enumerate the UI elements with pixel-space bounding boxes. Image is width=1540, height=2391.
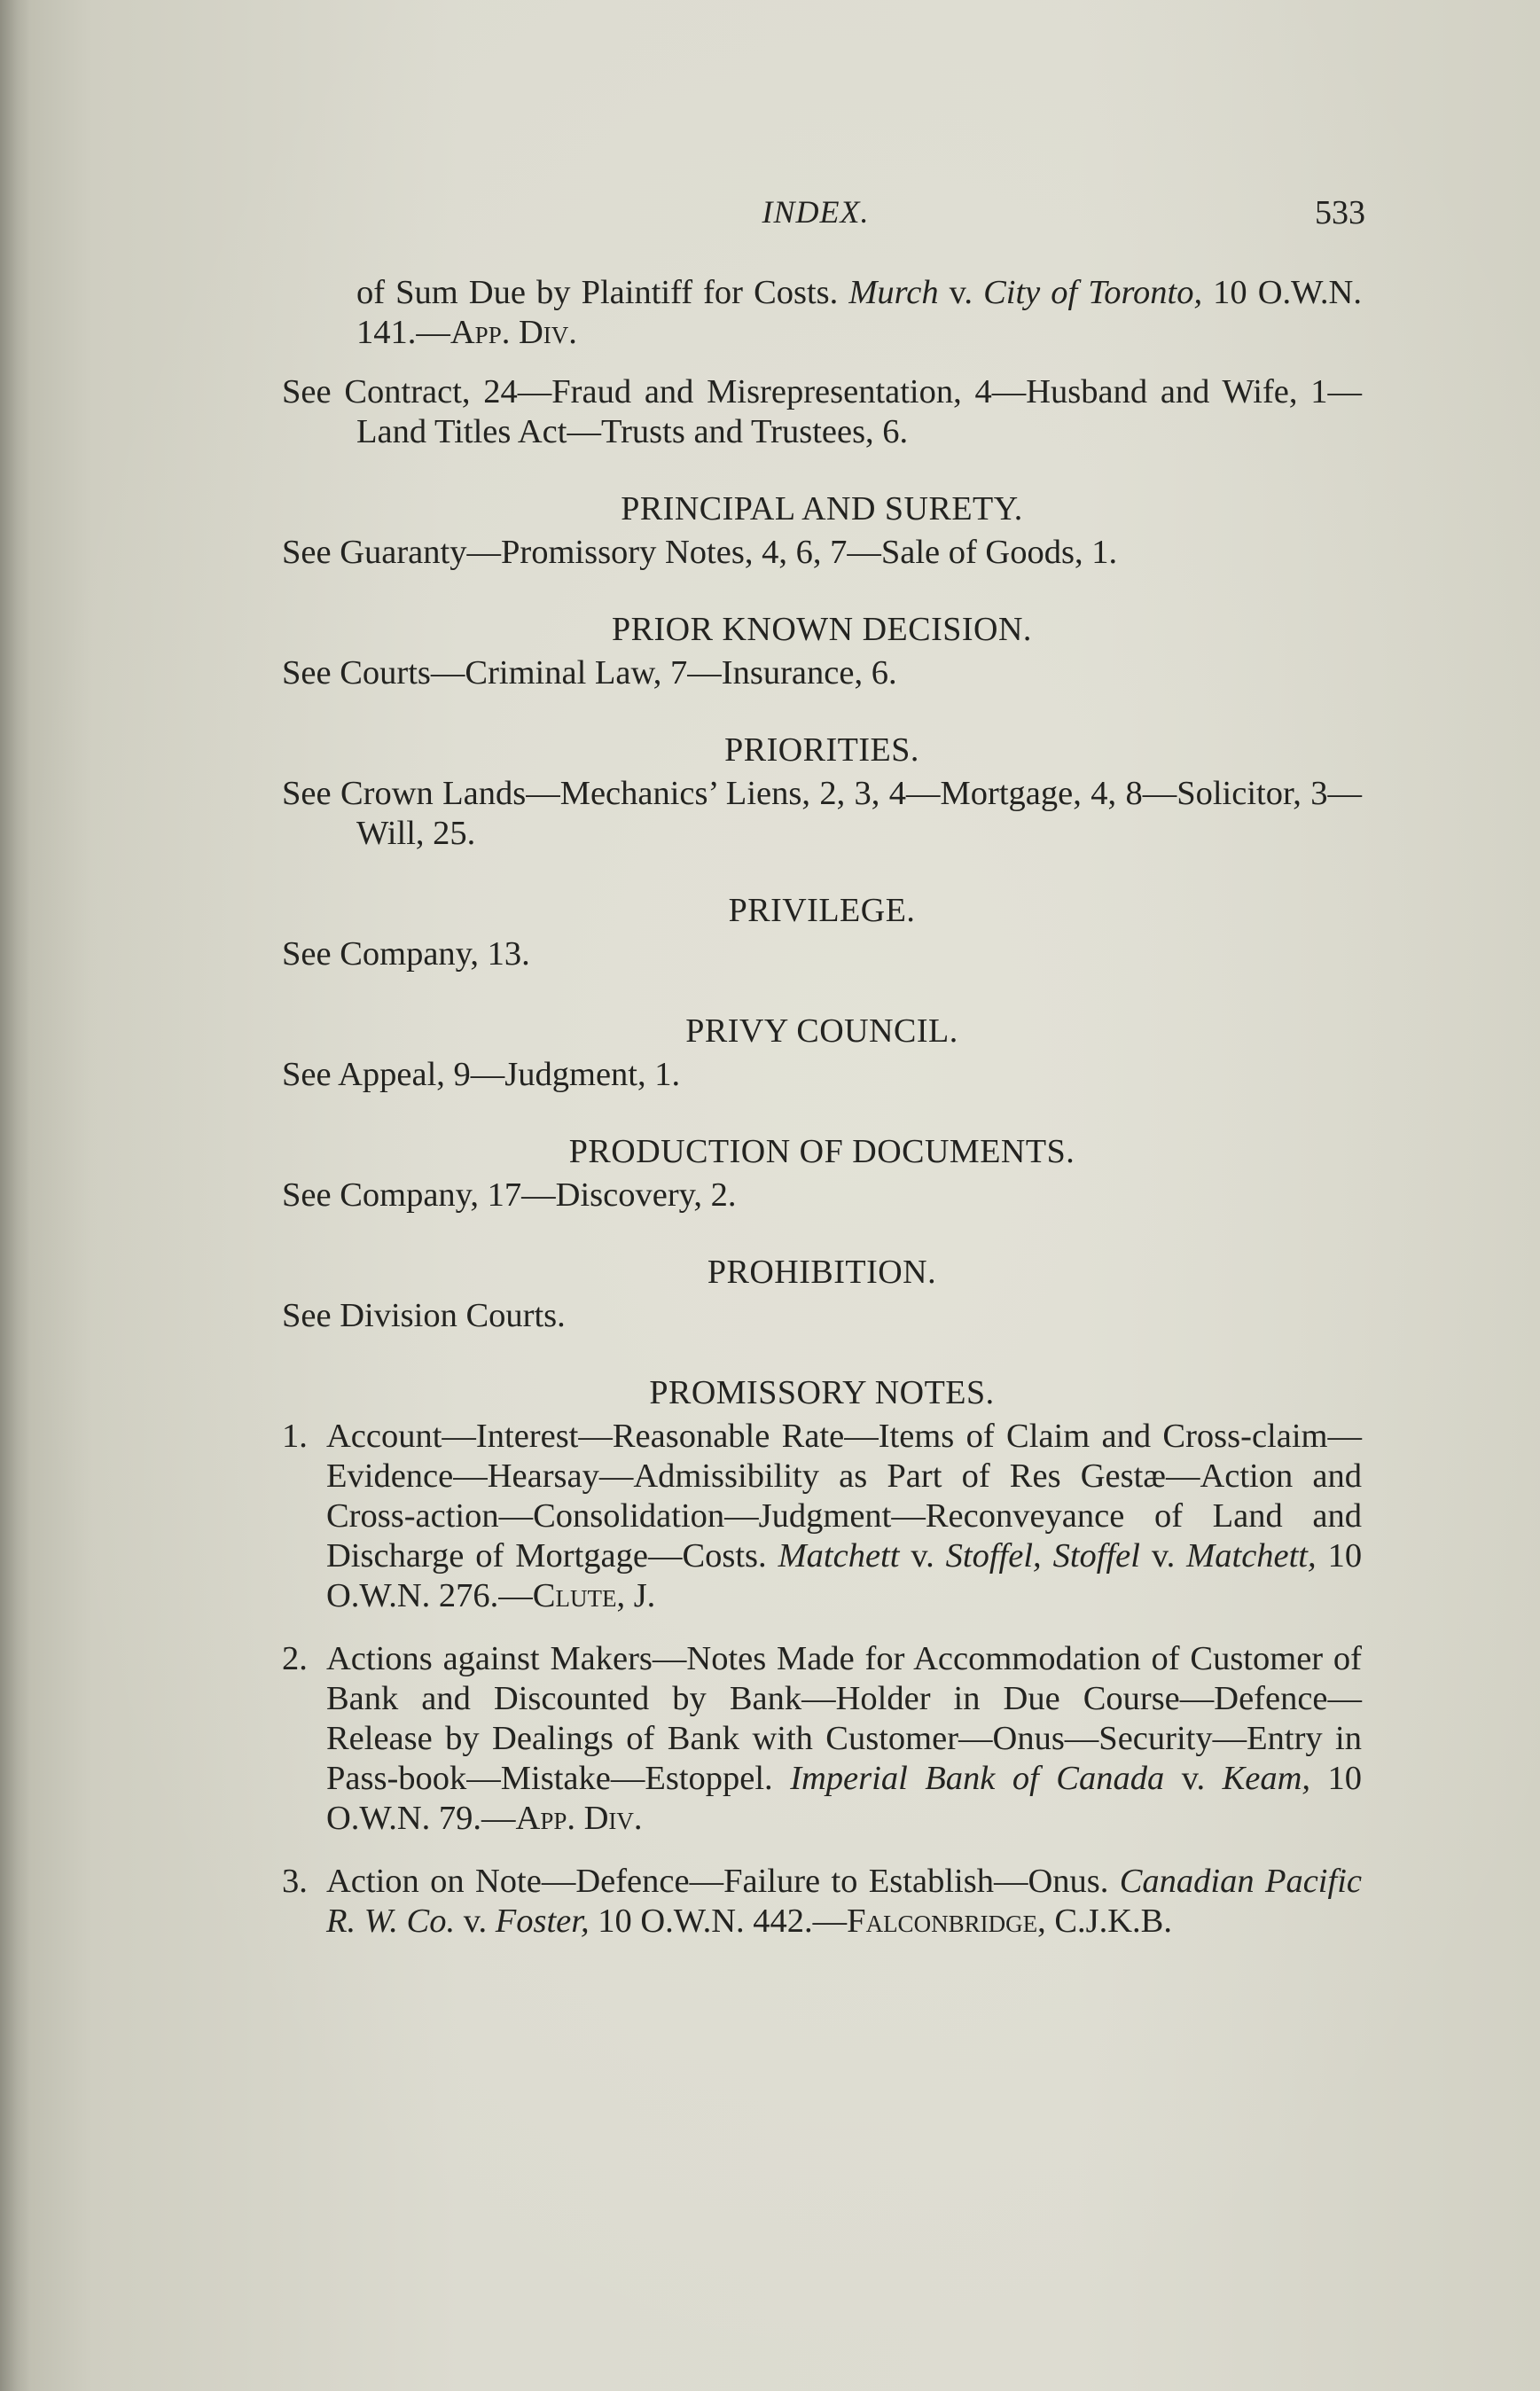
- cross-reference: See Guaranty—Promissory Notes, 4, 6, 7—Sale of Goods, 1.: [282, 534, 1118, 571]
- citation: 10 O.W.N. 141.—: [356, 274, 1362, 351]
- judge-title: , J.: [616, 1577, 656, 1614]
- citation: 10 O.W.N. 79.—: [326, 1760, 1363, 1837]
- section-production-of-documents: [282, 1132, 1362, 1215]
- section-principal-and-surety: [282, 489, 1362, 573]
- section-promissory-notes: [282, 1373, 1362, 1942]
- case-party: Canadian Pacific R. W. Co.: [326, 1863, 1362, 1940]
- case-versus: v.: [463, 1903, 488, 1940]
- section-heading: PROHIBITION.: [707, 1254, 937, 1291]
- judge: Clute: [532, 1577, 617, 1614]
- cross-reference: See Company, 13.: [282, 935, 530, 973]
- judge: Falconbridge: [847, 1903, 1038, 1940]
- court: App. Div.: [515, 1800, 643, 1837]
- entry-text: Actions against Makers—Notes Made for Accommodation of Customer of Bank and Discounted by Bank—Holder in Due Course—Defence—Release by Dealings of Bank with Customer—Onus—Security—Entry in Pass-book—Mistake—Estoppel.: [326, 1640, 1362, 1797]
- entry-body: [326, 1862, 1362, 1942]
- entry-text: Action on Note—Defence—Failure to Establish—Onus.: [326, 1863, 1109, 1900]
- court: App. Div.: [449, 314, 577, 351]
- case-party: Foster,: [495, 1903, 590, 1940]
- case-versus: v.: [911, 1537, 934, 1574]
- section-prior-known-decision: [282, 610, 1362, 693]
- page-header: [266, 193, 1365, 246]
- page-spine-shadow: [0, 0, 30, 2391]
- case-party: Keam,: [1222, 1760, 1311, 1797]
- continued-entry: [282, 273, 1362, 353]
- cross-reference: See Crown Lands—Mechanics’ Liens, 2, 3, 4—Mortgage, 4, 8—Solicitor, 3—Will, 25.: [282, 775, 1362, 852]
- numbered-entry: [282, 1639, 1362, 1839]
- case-versus: v.: [949, 274, 973, 311]
- section-priorities: [282, 731, 1362, 854]
- case-versus: v.: [1181, 1760, 1206, 1797]
- citation: 10 O.W.N. 276.—: [326, 1537, 1363, 1614]
- section-heading: PRIORITIES.: [724, 731, 919, 769]
- entry-number: 1.: [282, 1418, 308, 1455]
- case-versus: v.: [1151, 1537, 1176, 1574]
- running-head: INDEX.: [762, 194, 870, 230]
- index-content: [282, 273, 1362, 1942]
- numbered-entry: [282, 1862, 1362, 1942]
- entry-body: [326, 1417, 1362, 1616]
- case-party: City of Toronto,: [983, 274, 1203, 311]
- case-party: Stoffel, Stoffel: [945, 1537, 1140, 1574]
- case-party: Murch: [848, 274, 939, 311]
- section-privilege: [282, 891, 1362, 974]
- entry-number: 3.: [282, 1863, 308, 1900]
- entry-text: Account—Interest—Reasonable Rate—Items of Claim and Cross-claim—Evidence—Hearsay—Admissibility as Part of Res Gestæ—Action and Cross-action—Consolidation—Judgment—Reconveyance of Land and Discharge of Mortgage—Costs.: [326, 1418, 1362, 1574]
- section-prohibition: [282, 1253, 1362, 1336]
- section-heading: PRIVY COUNCIL.: [685, 1012, 958, 1050]
- case-party: Matchett,: [1186, 1537, 1317, 1574]
- cross-reference: See Courts—Criminal Law, 7—Insurance, 6.: [282, 654, 897, 692]
- cross-reference: See Company, 17—Discovery, 2.: [282, 1176, 737, 1214]
- section-privy-council: [282, 1012, 1362, 1095]
- cross-reference: See Contract, 24—Fraud and Misrepresentation, 4—Husband and Wife, 1—Land Titles Act—Trusts and Trustees, 6.: [282, 373, 1362, 450]
- page-number: 533: [1315, 194, 1365, 231]
- entry-text: of Sum Due by Plaintiff for Costs.: [356, 274, 839, 311]
- numbered-entry: [282, 1417, 1362, 1616]
- section-heading: PRIVILEGE.: [728, 892, 916, 929]
- judge-title: , C.J.K.B.: [1037, 1903, 1172, 1940]
- section-heading: PRIOR KNOWN DECISION.: [612, 611, 1032, 648]
- case-party: Imperial Bank of Canada: [790, 1760, 1165, 1797]
- section-heading: PRODUCTION OF DOCUMENTS.: [568, 1133, 1075, 1170]
- section-heading: PROMISSORY NOTES.: [649, 1374, 995, 1411]
- entry-number: 2.: [282, 1640, 308, 1677]
- case-party: Matchett: [778, 1537, 900, 1574]
- cross-reference: See Division Courts.: [282, 1297, 566, 1334]
- section-heading: PRINCIPAL AND SURETY.: [621, 490, 1023, 527]
- cross-reference: See Appeal, 9—Judgment, 1.: [282, 1056, 681, 1093]
- entry-body: [326, 1639, 1362, 1839]
- citation: 10 O.W.N. 442.—: [598, 1903, 848, 1940]
